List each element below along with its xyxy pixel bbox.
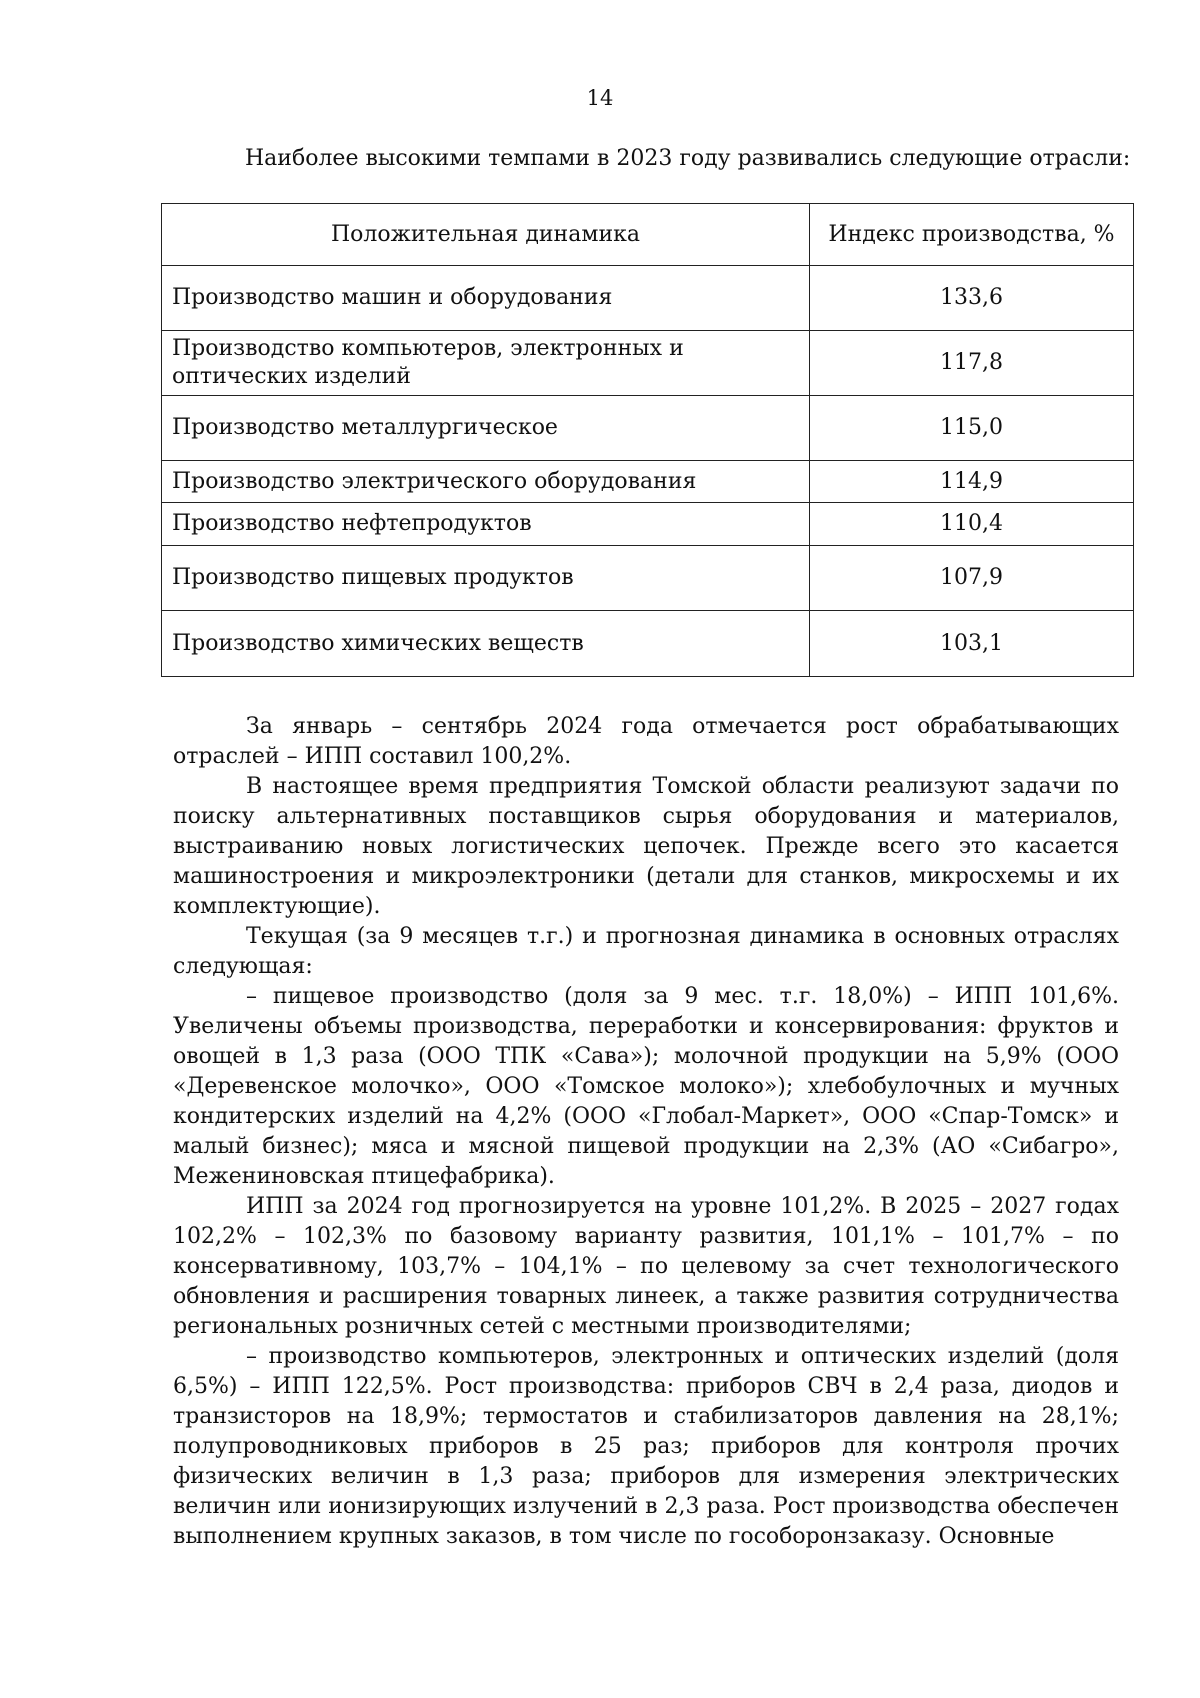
paragraph: За январь – сентябрь 2024 года отмечается рост обрабатывающих отраслей – ИПП составил 100,2%. <box>173 714 1119 769</box>
row-name: Производство компьютеров, электронных и оптических изделий <box>162 331 810 396</box>
row-value: 114,9 <box>810 461 1134 503</box>
table-header-row <box>162 204 1134 266</box>
table-row <box>162 503 1134 546</box>
table-row <box>162 546 1134 611</box>
row-name: Производство нефтепродуктов <box>162 503 810 546</box>
row-value: 117,8 <box>810 331 1134 396</box>
row-value: 107,9 <box>810 546 1134 611</box>
row-value: 110,4 <box>810 503 1134 546</box>
paragraph: – производство компьютеров, электронных и оптических изделий (доля 6,5%) – ИПП 122,5%. Рост производства: приборов СВЧ в 2,4 раза, диодов и транзисторов на 18,9%; термостатов и стабилизаторов давления на 28,1%; полупроводниковых приборов в 25 раз; приборов для контроля прочих физических величин в 1,3 раза; приборов для измерения электрических величин или ионизирующих излучений в 2,3 раза. Рост производства обеспечен выполнением крупных заказов, в том числе по гособоронзаказу. Основные <box>173 1344 1119 1549</box>
row-value: 115,0 <box>810 396 1134 461</box>
intro-text: Наиболее высокими темпами в 2023 году развивались следующие отрасли: <box>245 146 1131 171</box>
paragraph: – пищевое производство (доля за 9 мес. т.г. 18,0%) – ИПП 101,6%. Увеличены объемы производства, переработки и консервирования: фруктов и овощей в 1,3 раза (ООО ТПК «Сава»); молочной продукции на 5,9% (ООО «Деревенское молочко», ООО «Томское молоко»); хлебобулочных и мучных кондитерских изделий на 4,2% (ООО «Глобал-Маркет», ООО «Спар-Томск» и малый бизнес); мяса и мясной пищевой продукции на 2,3% (АО «Сибагро», Межениновская птицефабрика). <box>173 984 1119 1189</box>
row-name: Производство металлургическое <box>162 396 810 461</box>
row-name: Производство химических веществ <box>162 611 810 677</box>
paragraph: ИПП за 2024 год прогнозируется на уровне 101,2%. В 2025 – 2027 годах 102,2% – 102,3% по базовому варианту развития, 101,1% – 101,7% – по консервативному, 103,7% – 104,1% – по целевому за счет технологического обновления и расширения товарных линеек, а также развития сотрудничества региональных розничных сетей с местными производителями; <box>173 1194 1119 1339</box>
paragraph: Текущая (за 9 месяцев т.г.) и прогнозная динамика в основных отраслях следующая: <box>173 924 1119 979</box>
table-row <box>162 611 1134 677</box>
table-row <box>162 461 1134 503</box>
row-value: 103,1 <box>810 611 1134 677</box>
row-name: Производство электрического оборудования <box>162 461 810 503</box>
row-name: Производство пищевых продуктов <box>162 546 810 611</box>
page-number: 14 <box>586 86 614 110</box>
header-index: Индекс производства, % <box>810 204 1134 266</box>
table-row <box>162 331 1134 396</box>
row-name: Производство машин и оборудования <box>162 266 810 331</box>
paragraph: В настоящее время предприятия Томской области реализуют задачи по поиску альтернативных поставщиков сырья оборудования и материалов, выстраиванию новых логистических цепочек. Прежде всего это касается машиностроения и микроэлектроники (детали для станков, микросхемы и их комплектующие). <box>173 774 1119 919</box>
header-dynamics: Положительная динамика <box>162 204 810 266</box>
row-value: 133,6 <box>810 266 1134 331</box>
body-text <box>173 712 1119 1552</box>
production-index-table <box>161 203 1134 677</box>
table-row <box>162 396 1134 461</box>
table-row <box>162 266 1134 331</box>
